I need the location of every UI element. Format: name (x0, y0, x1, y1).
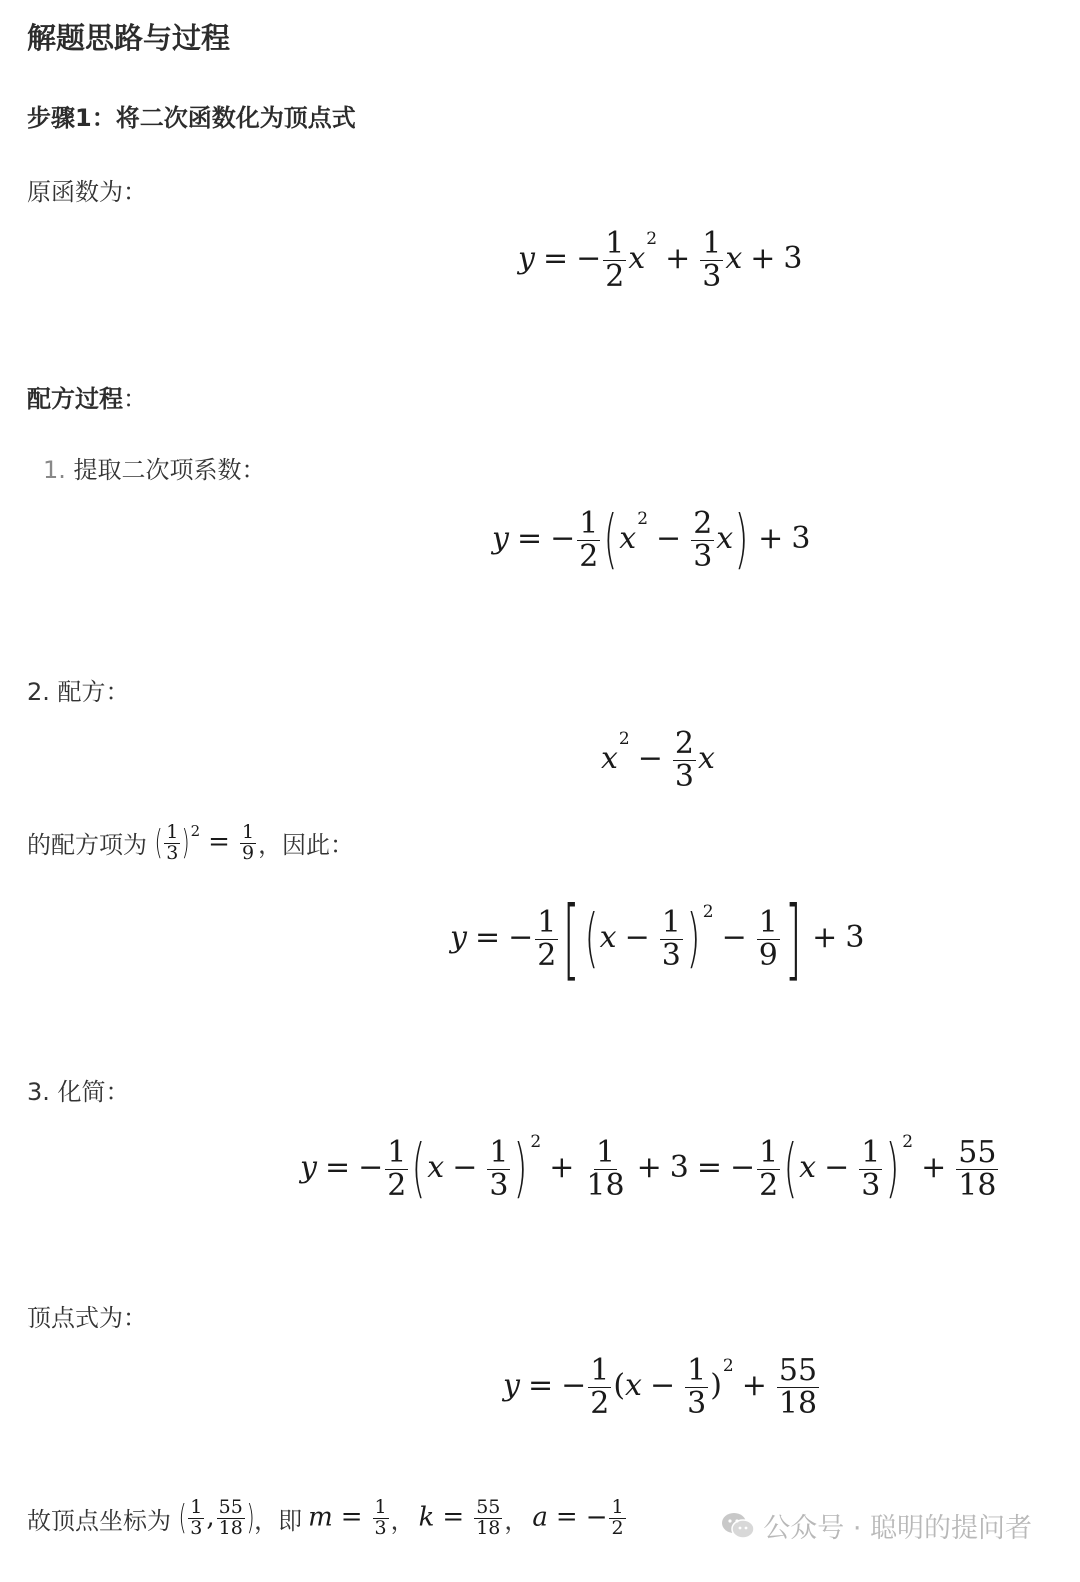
equation-factor: y = − $\frac{1}{2}$ ($x^2-$ $\frac{2}{3}$ x) + 3 (492, 503, 811, 577)
watermark-text: 公众号 · 聪明的提问者 (763, 1513, 1032, 1544)
equation-simplify: y = − $\frac{1}{2}$ (x − $\frac{1}{3}$ ) $^2$+ $\frac{1}{18}$ + 3 = − $\frac{1}{2}$ (x − $\frac{1}{3}$ ) $^2$+ $\frac{55}{18}$ (300, 1132, 997, 1206)
step-heading: 步骤1：将二次函数化为顶点式 (27, 104, 356, 132)
vertex-coordinates-line: 故顶点坐标为 ( $\frac{1}{3}$ , $\frac{55}{18}$ ) ，即 m = $\frac{1}{3}$ ， k = $\frac{55}{18}$ ， a = − $\frac{1}{2}$ (27, 1496, 624, 1539)
equation-original: y = − $\frac{1}{2}$ $x^2+$ $\frac{1}{3}$ x + 3 (518, 226, 803, 294)
equation-vertex-form: y = − $\frac{1}{2}$ (x − $\frac{1}{3}$ )$^2$+ $\frac{55}{18}$ (503, 1353, 818, 1421)
equation-square-part: $x^2-$ $\frac{2}{3}$ x (601, 726, 715, 794)
vertex-form-label: 顶点式为： (27, 1304, 147, 1332)
page-title: 解题思路与过程 (27, 21, 231, 55)
list-item-1: 1. 提取二次项系数： (43, 456, 266, 484)
completing-square-label: 配方过程： (27, 385, 147, 413)
watermark (721, 1506, 1032, 1545)
equation-completed-square: y = − $\frac{1}{2}$ [(x − $\frac{1}{3}$ ) $^2$− $\frac{1}{9}$ ] + 3 (450, 887, 865, 990)
square-term-line: 的配方项为 ( $\frac{1}{3}$ )$^2$ = $\frac{1}{9}$ ，因此： (27, 820, 355, 864)
wechat-icon (721, 1511, 755, 1541)
original-function-label: 原函数为： (27, 178, 147, 206)
list-item-3: 3. 化简： (27, 1078, 130, 1106)
list-item-2: 2. 配方： (27, 678, 130, 706)
